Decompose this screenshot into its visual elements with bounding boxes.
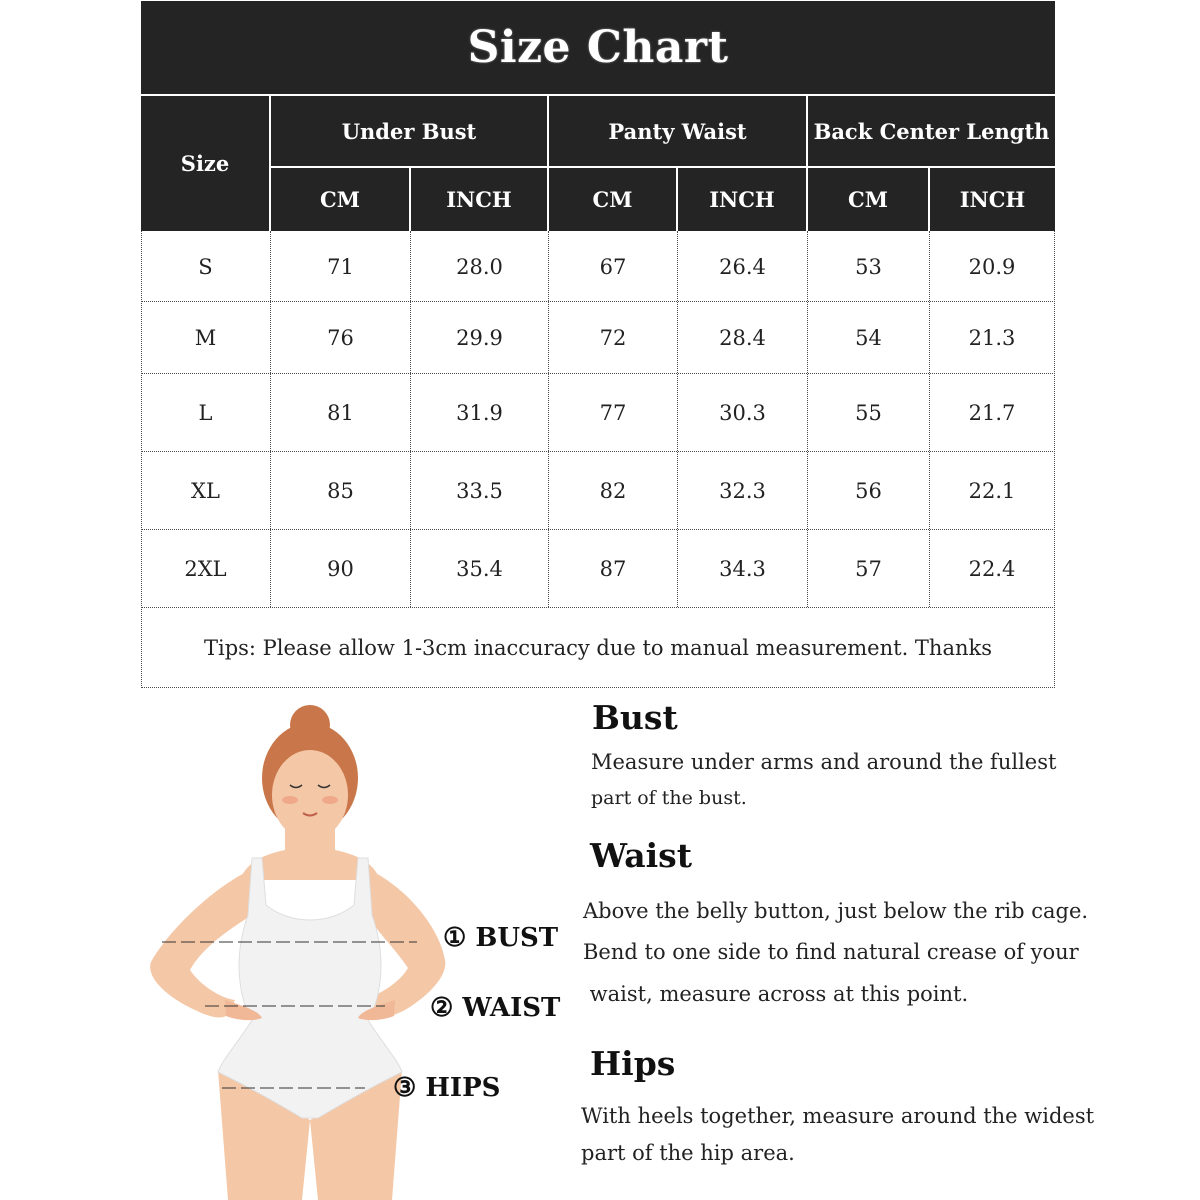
guide-text-bust-line2: part of the bust. <box>591 787 747 809</box>
header-unit-cm: CM <box>549 168 676 231</box>
table-cell-size: XL <box>191 478 220 503</box>
table-title: Size Chart <box>141 1 1055 94</box>
table-cell: 20.9 <box>968 254 1016 279</box>
table-cell: 56 <box>855 478 882 503</box>
cheek-left <box>282 796 298 804</box>
size-chart-table <box>141 1 1055 688</box>
header-panty-waist: Panty Waist <box>549 96 806 166</box>
table-cell: 21.7 <box>968 400 1016 425</box>
header-unit-inch: INCH <box>411 168 547 231</box>
guide-text-hips-line1: With heels together, measure around the widest <box>581 1104 1095 1128</box>
table-cell: 26.4 <box>719 254 766 279</box>
guide-heading-hips: Hips <box>590 1044 676 1083</box>
guide-text-waist-line1: Above the belly button, just below the rib cage. <box>583 899 1089 923</box>
header-unit-cm: CM <box>808 168 928 231</box>
table-cell: 32.3 <box>719 478 766 503</box>
tips-text: Tips: Please allow 1-3cm inaccuracy due to manual measurement. Thanks <box>203 635 993 660</box>
cheek-right <box>322 796 338 804</box>
arm-left <box>150 870 252 1018</box>
header-under-bust: Under Bust <box>271 96 547 166</box>
table-cell-size: M <box>194 325 217 350</box>
table-cell-size: L <box>198 400 213 425</box>
header-unit-cm: CM <box>271 168 409 231</box>
guide-text-hips-line2: part of the hip area. <box>581 1141 795 1165</box>
header-unit-inch: INCH <box>930 168 1055 231</box>
table-cell: 76 <box>327 325 354 350</box>
guide-heading-waist: Waist <box>590 836 692 875</box>
header-unit-inch: INCH <box>678 168 806 231</box>
face <box>272 750 348 840</box>
guide-heading-bust: Bust <box>592 698 678 737</box>
table-cell: 82 <box>599 478 627 503</box>
table-cell: 81 <box>327 400 354 425</box>
table-cell: 71 <box>327 254 354 279</box>
table-cell: 28.4 <box>719 325 766 350</box>
table-cell: 67 <box>599 254 627 279</box>
table-cell: 72 <box>599 325 627 350</box>
header-size: Size <box>141 96 269 231</box>
table-cell: 33.5 <box>456 478 503 503</box>
table-cell: 35.4 <box>456 556 503 581</box>
table-cell: 22.4 <box>968 556 1016 581</box>
waist-label: ② WAIST <box>430 993 561 1023</box>
table-cell: 34.3 <box>719 556 766 581</box>
table-cell: 87 <box>599 556 627 581</box>
guide-text-bust-line1: Measure under arms and around the fullest <box>591 750 1057 774</box>
bust-label: ① BUST <box>443 923 559 953</box>
header-back-center-length: Back Center Length <box>808 96 1055 166</box>
table-cell: 85 <box>327 478 354 503</box>
guide-text-waist-line2: Bend to one side to find natural crease of your <box>583 940 1079 964</box>
table-cell: 54 <box>855 325 882 350</box>
table-cell: 31.9 <box>456 400 503 425</box>
table-cell: 90 <box>327 556 354 581</box>
table-cell: 57 <box>855 556 882 581</box>
table-cell: 22.1 <box>968 478 1016 503</box>
guide-text-waist-line3: waist, measure across at this point. <box>583 982 969 1006</box>
table-cell: 30.3 <box>719 400 766 425</box>
table-cell-size: S <box>198 254 213 279</box>
table-cell: 77 <box>599 400 627 425</box>
table-cell: 55 <box>855 400 882 425</box>
table-cell: 53 <box>855 254 882 279</box>
hips-label: ③ HIPS <box>393 1073 501 1103</box>
table-cell: 29.9 <box>456 325 503 350</box>
table-cell: 21.3 <box>968 325 1016 350</box>
table-cell-size: 2XL <box>184 556 227 581</box>
table-cell: 28.0 <box>456 254 503 279</box>
